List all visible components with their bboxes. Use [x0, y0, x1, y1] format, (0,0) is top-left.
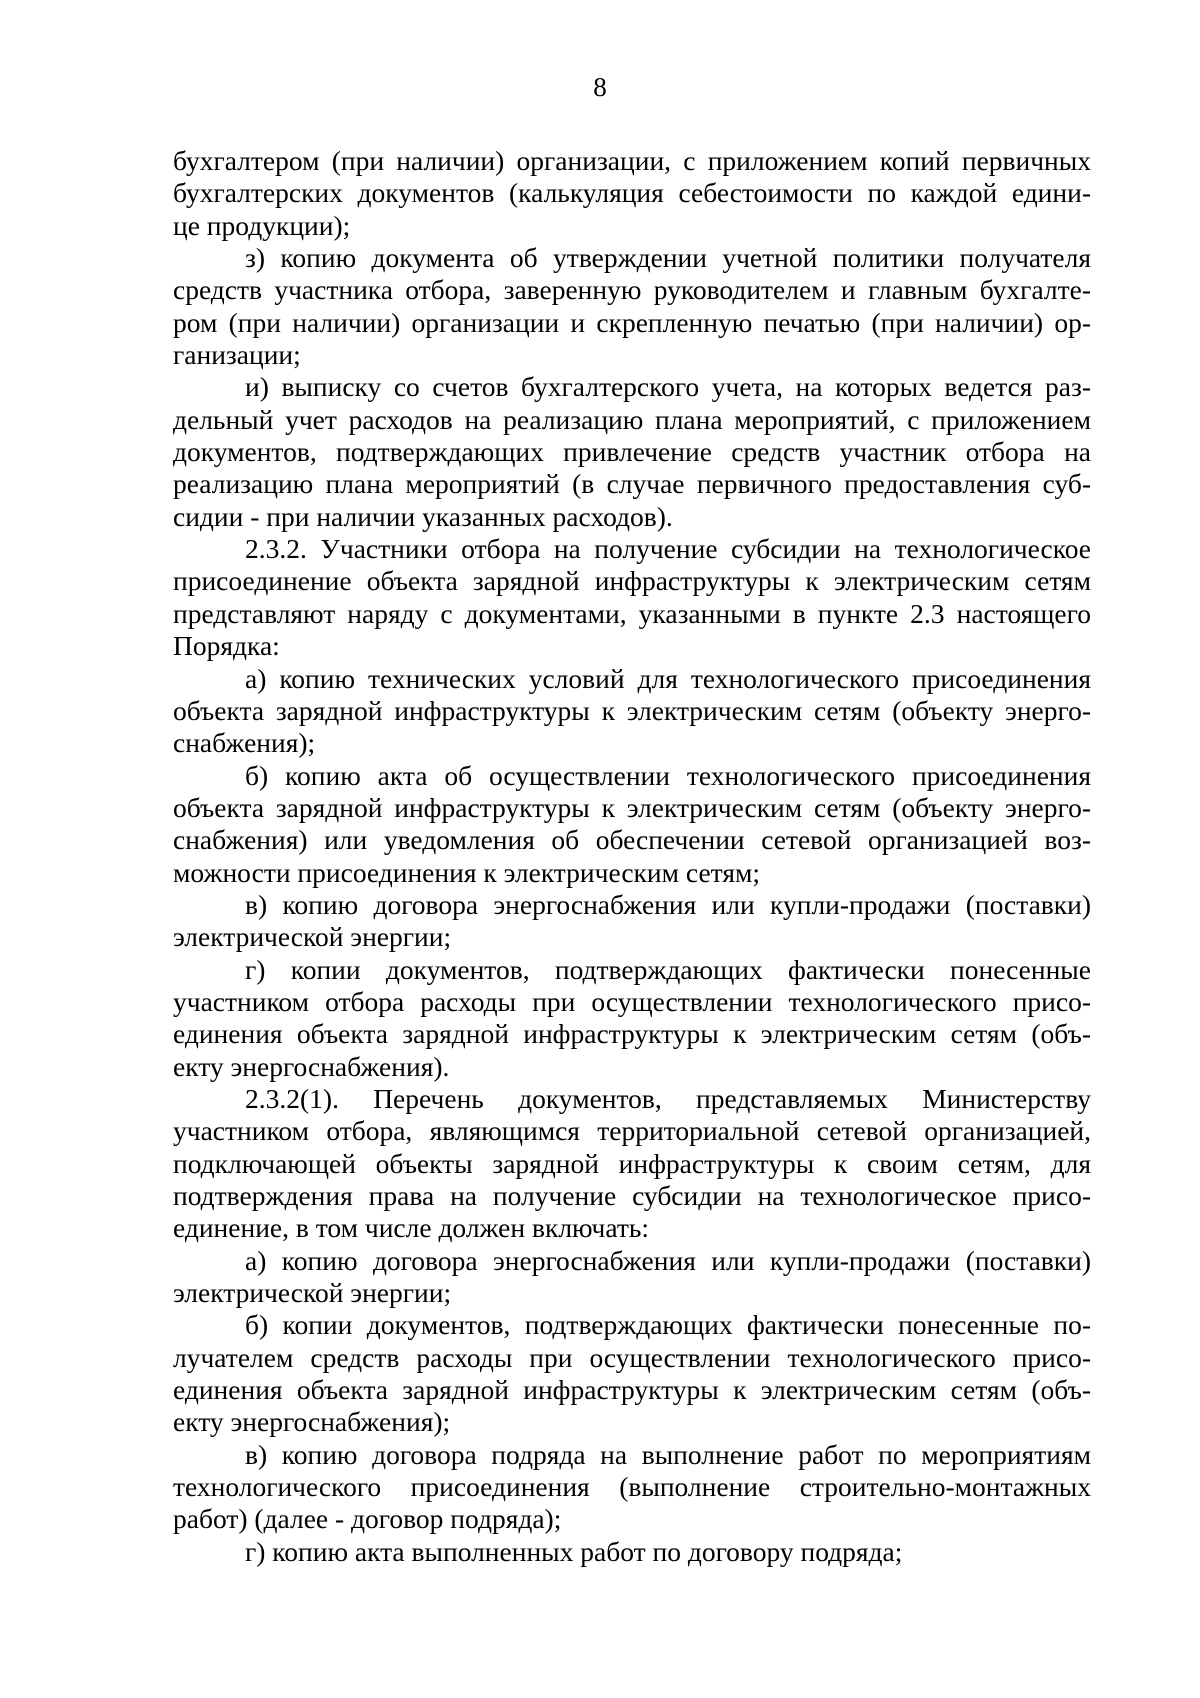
- text-line: единения объекта зарядной инфраструктуры к электрическим сетям (объ-: [173, 1374, 1091, 1406]
- text-line: г) копии документов, подтверждающих фактически понесенные: [245, 953, 1091, 985]
- text-line: объекта зарядной инфраструктуры к электрическим сетям (объекту энерго-: [173, 694, 1091, 726]
- text-line: присоединение объекта зарядной инфраструктуры к электрическим сетям: [173, 565, 1091, 597]
- text-line: в) копию договора энергоснабжения или купли-продажи (поставки): [245, 888, 1091, 920]
- text-line: 2.3.2(1). Перечень документов, представляемых Министерству: [245, 1082, 1091, 1114]
- text-line: подключающей объекты зарядной инфраструктуры к своим сетям, для: [173, 1147, 1091, 1179]
- text-line: и) выписку со счетов бухгалтерского учета, на которых ведется раз-: [245, 371, 1091, 403]
- text-line: Порядка:: [173, 630, 280, 662]
- text-line: электрической энергии;: [173, 1277, 452, 1309]
- text-line: а) копию технических условий для технологического присоединения: [245, 662, 1091, 694]
- text-line: электрической энергии;: [173, 921, 452, 953]
- text-line: реализацию плана мероприятий (в случае первичного предоставления суб-: [173, 468, 1091, 500]
- text-line: бухгалтером (при наличии) организации, с приложением копий первичных: [173, 145, 1091, 176]
- text-line: подтверждения права на получение субсидии на технологическое присо-: [173, 1180, 1091, 1211]
- text-line: объекта зарядной инфраструктуры к электрическим сетям (объекту энерго-: [173, 791, 1091, 823]
- text-line: бухгалтерских документов (калькуляция себестоимости по каждой едини-: [173, 177, 1091, 209]
- text-line: екту энергоснабжения).: [173, 1050, 450, 1082]
- text-line: снабжения) или уведомления об обеспечении сетевой организацией воз-: [173, 824, 1091, 856]
- text-line: в) копию договора подряда на выполнение работ по мероприятиям: [245, 1438, 1091, 1470]
- text-line: участником отбора, являющимся территориальной сетевой организацией,: [173, 1115, 1091, 1147]
- text-line: сидии - при наличии указанных расходов).: [173, 500, 673, 532]
- text-line: 2.3.2. Участники отбора на получение субсидии на технологическое: [245, 533, 1091, 565]
- text-line: г) копию акта выполненных работ по договору подряда;: [245, 1535, 903, 1567]
- text-line: з) копию документа об утверждении учетной политики получателя: [245, 242, 1091, 274]
- text-line: ганизации;: [173, 339, 301, 371]
- text-line: единения объекта зарядной инфраструктуры к электрическим сетям (объ-: [173, 1018, 1091, 1050]
- text-line: дельный учет расходов на реализацию плана мероприятий, с приложением: [173, 403, 1091, 435]
- text-line: технологического присоединения (выполнение строительно-монтажных: [173, 1471, 1091, 1503]
- text-line: участником отбора расходы при осуществлении технологического присо-: [173, 985, 1091, 1017]
- document-body: [173, 145, 1091, 1568]
- text-line: б) копию акта об осуществлении технологического присоединения: [245, 759, 1091, 791]
- text-line: а) копию договора энергоснабжения или купли-продажи (поставки): [245, 1244, 1091, 1276]
- text-line: средств участника отбора, заверенную руководителем и главным бухгалте-: [173, 274, 1091, 306]
- text-line: представляют наряду с документами, указанными в пункте 2.3 настоящего: [173, 597, 1091, 629]
- text-line: документов, подтверждающих привлечение средств участник отбора на: [173, 436, 1091, 468]
- text-line: единение, в том числе должен включать:: [173, 1212, 650, 1244]
- text-line: б) копии документов, подтверждающих фактически понесенные по-: [245, 1309, 1091, 1341]
- text-line: работ) (далее - договор подряда);: [173, 1503, 562, 1535]
- text-line: ром (при наличии) организации и скрепленную печатью (при наличии) ор-: [173, 306, 1091, 338]
- text-line: снабжения);: [173, 727, 316, 759]
- text-line: можности присоединения к электрическим сетям;: [173, 856, 761, 888]
- text-line: це продукции);: [173, 209, 351, 241]
- text-line: лучателем средств расходы при осуществлении технологического присо-: [173, 1341, 1091, 1373]
- text-line: екту энергоснабжения);: [173, 1406, 451, 1438]
- page-number: 8: [593, 72, 607, 102]
